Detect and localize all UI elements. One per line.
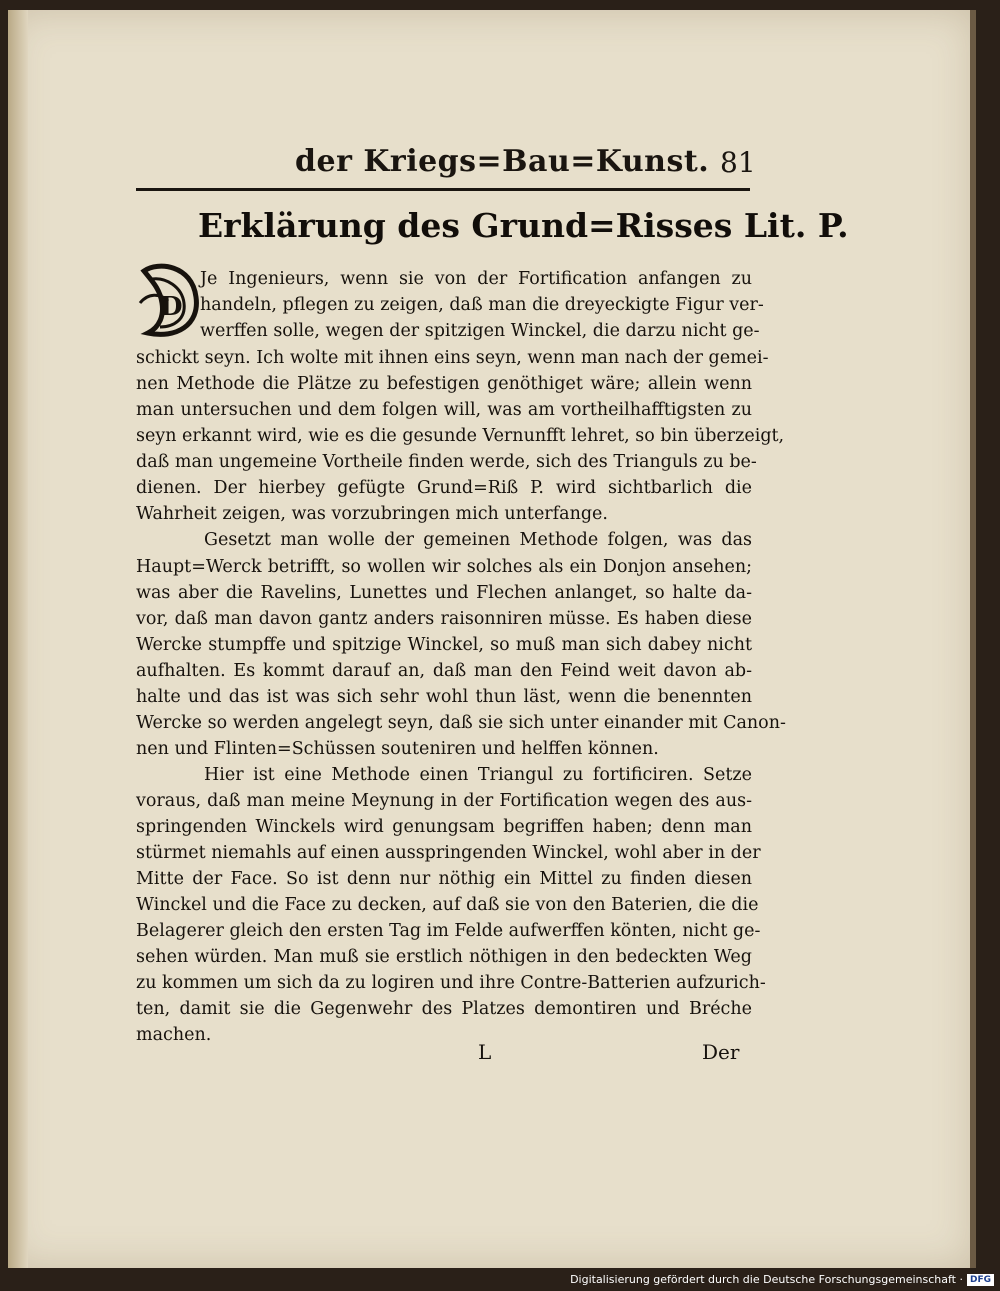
text-line: dienen. Der hierbey gefügte Grund=Riß P. wird sichtbarlich die <box>136 478 752 498</box>
text-line: Gesetzt man wolle der gemeinen Methode folgen, was das <box>204 530 752 550</box>
text-line: nen und Flinten=Schüssen souteniren und helffen können. <box>136 739 659 759</box>
text-line: voraus, daß man meine Meynung in der Fortification wegen des aus- <box>136 791 752 811</box>
text-line: halte und das ist was sich sehr wohl thun läst, wenn die benennten <box>136 687 752 707</box>
text-line: was aber die Ravelins, Lunettes und Flechen anlanget, so halte da- <box>136 583 752 603</box>
text-line: Mitte der Face. So ist denn nur nöthig ein Mittel zu finden diesen <box>136 869 752 889</box>
catchword: Der <box>702 1040 740 1064</box>
svg-text:D: D <box>160 292 183 322</box>
section-heading: Erklärung des Grund=Risses Lit. P. <box>198 206 849 245</box>
page-edge <box>970 10 976 1268</box>
text-line: machen. <box>136 1025 212 1045</box>
header-rule <box>136 188 750 191</box>
text-line: Haupt=Werck betrifft, so wollen wir solches als ein Donjon ansehen; <box>136 557 752 577</box>
text-line: man untersuchen und dem folgen will, was am vortheilhafftigsten zu <box>136 400 752 420</box>
page-number: 81 <box>720 146 756 179</box>
text-line: ten, damit sie die Gegenwehr des Platzes demontiren und Bréche <box>136 999 752 1019</box>
text-line: stürmet niemahls auf einen ausspringenden Winckel, wohl aber in der <box>136 843 761 863</box>
running-head <box>8 138 974 184</box>
digitization-credit <box>570 1273 994 1286</box>
text-line: daß man ungemeine Vortheile finden werde, sich des Trianguls zu be- <box>136 452 757 472</box>
text-line: Winckel und die Face zu decken, auf daß sie von den Baterien, die die <box>136 895 759 915</box>
dfg-logo[interactable]: DFG <box>967 1274 994 1286</box>
text-line: Wercke so werden angelegt seyn, daß sie sich unter einander mit Canon- <box>136 713 786 733</box>
page-gutter <box>8 10 28 1268</box>
text-line: Wercke stumpffe und spitzige Winckel, so muß man sich dabey nicht <box>136 635 752 655</box>
text-line: sehen würden. Man muß sie erstlich nöthigen in den bedeckten Weg <box>136 947 752 967</box>
signature-mark: L <box>478 1040 492 1064</box>
text-line: handeln, pflegen zu zeigen, daß man die dreyeckigte Figur ver- <box>200 295 764 315</box>
text-line: Belagerer gleich den ersten Tag im Felde aufwerffen könten, nicht ge- <box>136 921 761 941</box>
text-line: zu kommen um sich da zu logiren und ihre Contre-Batterien aufzurich- <box>136 973 766 993</box>
text-line: aufhalten. Es kommt darauf an, daß man den Feind weit davon ab- <box>136 661 752 681</box>
drop-initial-ornament <box>138 263 202 339</box>
book-page <box>8 10 974 1268</box>
credit-text: Digitalisierung gefördert durch die Deutsche Forschungsgemeinschaft · <box>570 1273 963 1286</box>
text-line: seyn erkannt wird, wie es die gesunde Vernunfft lehret, so bin überzeigt, <box>136 426 785 446</box>
text-line: schickt seyn. Ich wolte mit ihnen eins seyn, wenn man nach der gemei- <box>136 348 769 368</box>
drop-initial <box>138 263 202 339</box>
text-line: werffen solle, wegen der spitzigen Winckel, die darzu nicht ge- <box>200 321 760 341</box>
text-line: Je Ingenieurs, wenn sie von der Fortification anfangen zu <box>200 269 752 289</box>
text-line: nen Methode die Plätze zu befestigen genöthiget wäre; allein wenn <box>136 374 752 394</box>
text-line: Hier ist eine Methode einen Triangul zu fortificiren. Setze <box>204 765 752 785</box>
text-line: vor, daß man davon gantz anders raisonniren müsse. Es haben diese <box>136 609 752 629</box>
text-line: springenden Winckels wird genungsam begriffen haben; denn man <box>136 817 752 837</box>
text-line: Wahrheit zeigen, was vorzubringen mich unterfange. <box>136 504 608 524</box>
running-title: der Kriegs=Bau=Kunst. <box>295 144 710 179</box>
